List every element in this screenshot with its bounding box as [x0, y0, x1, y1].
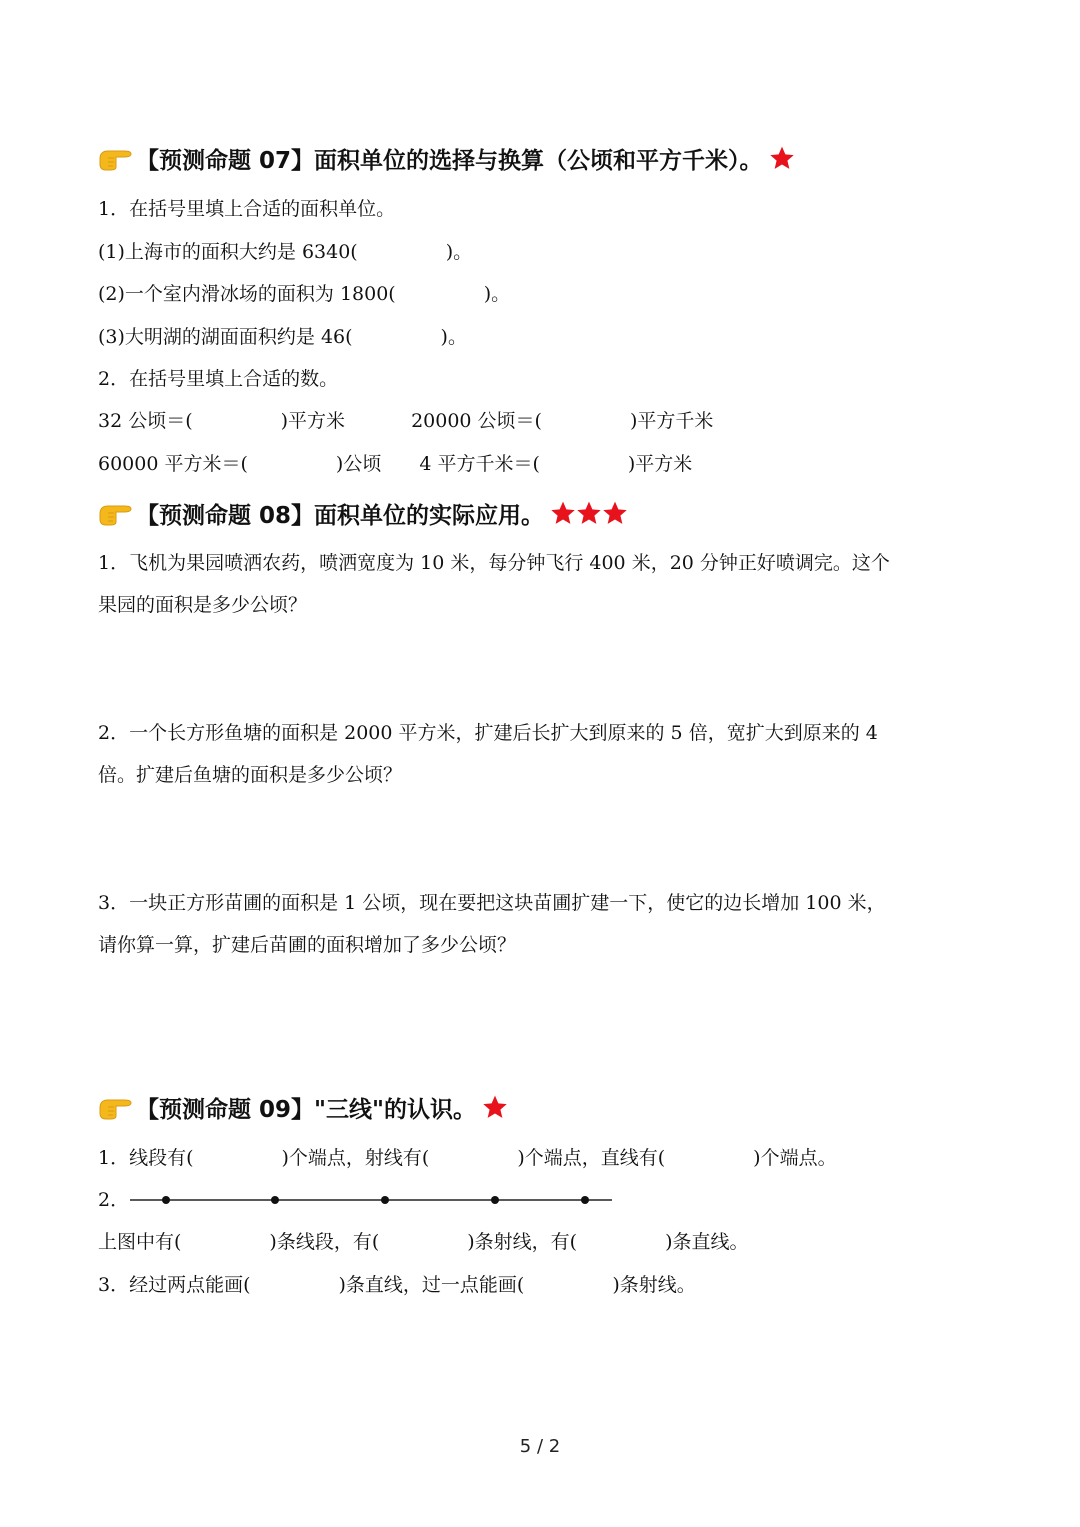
difficulty-stars: [550, 500, 628, 526]
section-08-heading: [98, 493, 628, 533]
s09-q2-text: 上图中有( )条线段，有( )条射线，有( )条直线。: [98, 1231, 749, 1253]
star-icon: [550, 500, 576, 526]
difficulty-stars: [482, 1094, 508, 1120]
section-08-title: 【预测命题 08】面积单位的实际应用。: [136, 502, 545, 529]
s08-q1-line-2: 果园的面积是多少公顷？: [98, 594, 308, 616]
s07-q1: 1．在括号里填上合适的面积单位。: [98, 198, 396, 220]
s09-q1: 1．线段有( )个端点，射线有( )个端点，直线有( )个端点。: [98, 1147, 837, 1169]
s08-q3-line-2: 请你算一算，扩建后苗圃的面积增加了多少公顷？: [98, 934, 517, 956]
point: [162, 1196, 170, 1204]
s07-q1-3: (3)大明湖的湖面面积约是 46( )。: [98, 326, 467, 348]
s07-conversion-row-2: 60000 平方米＝( )公顷 4 平方千米＝( )平方米: [98, 453, 693, 475]
point: [581, 1196, 589, 1204]
section-09-title: 【预测命题 09】"三线"的认识。: [136, 1096, 476, 1123]
star-icon: [482, 1094, 508, 1120]
s07-q1-1: (1)上海市的面积大约是 6340( )。: [98, 241, 473, 263]
s08-q2-line-1: 2．一个长方形鱼塘的面积是 2000 平方米，扩建后长扩大到原来的 5 倍，宽扩大到原来的 4: [98, 722, 878, 744]
s07-q2: 2．在括号里填上合适的数。: [98, 368, 339, 390]
section-07-title: 【预测命题 07】面积单位的选择与换算（公顷和平方千米）。: [136, 147, 763, 174]
s07-conversion-row-1: 32 公顷＝( )平方米 20000 公顷＝( )平方千米: [98, 410, 714, 432]
s09-q2-label: 2．: [98, 1189, 130, 1211]
point: [271, 1196, 279, 1204]
section-09-heading: [98, 1087, 508, 1127]
line-points-diagram: [128, 1188, 618, 1212]
s08-q1-line-1: 1．飞机为果园喷洒农药，喷洒宽度为 10 米，每分钟飞行 400 米，20 分钟正好喷调完。这个: [98, 552, 890, 574]
point: [381, 1196, 389, 1204]
point: [491, 1196, 499, 1204]
section-07-heading: [98, 138, 795, 178]
star-icon: [769, 145, 795, 171]
star-icon: [602, 500, 628, 526]
s07-q1-2: (2)一个室内滑冰场的面积为 1800( )。: [98, 283, 511, 305]
difficulty-stars: [769, 145, 795, 171]
page-number: 5 / 2: [519, 1436, 561, 1457]
star-icon: [576, 500, 602, 526]
s08-q3-line-1: 3．一块正方形苗圃的面积是 1 公顷，现在要把这块苗圃扩建一下，使它的边长增加 100 米，: [98, 892, 886, 914]
pointing-hand-icon: [98, 1094, 134, 1120]
pointing-hand-icon: [98, 500, 134, 526]
pointing-hand-icon: [98, 145, 134, 171]
s09-q3: 3．经过两点能画( )条直线，过一点能画( )条射线。: [98, 1274, 696, 1296]
s08-q2-line-2: 倍。扩建后鱼塘的面积是多少公顷？: [98, 764, 403, 786]
